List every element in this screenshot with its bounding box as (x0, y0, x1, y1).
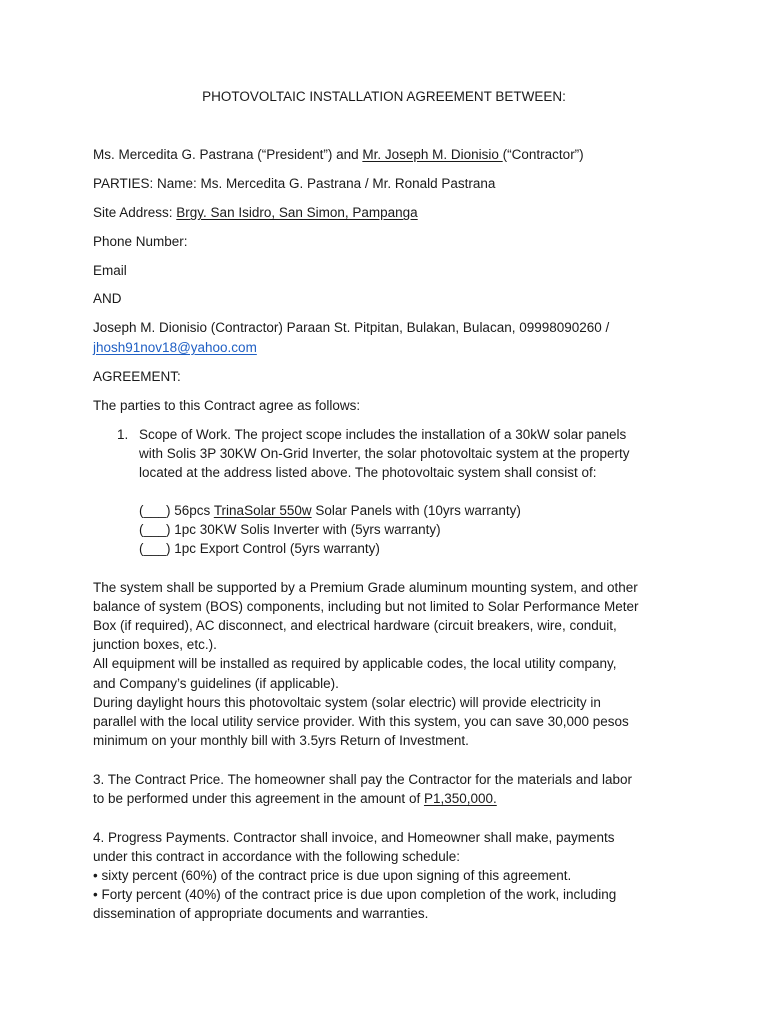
scope-line: Scope of Work. The project scope includes the installation of a 30kW solar panels (139, 427, 627, 442)
contract-amount: P1,350,000. (423, 791, 497, 806)
scope-number: 1. (117, 427, 129, 442)
body-line: balance of system (BOS) components, including but not limited to Solar Performance Meter (93, 599, 639, 614)
payments-line: under this contract in accordance with the following schedule: (93, 849, 460, 864)
scope-item-export-control: (___) 1pc Export Control (5yrs warranty) (139, 541, 380, 556)
email-label: Email (93, 263, 127, 278)
contractor-line: Joseph M. Dionisio (Contractor) Paraan St. Pitpitan, Bulakan, Bulacan, 09998090260 / (93, 320, 610, 335)
scope-line: located at the address listed above. The photovoltaic system shall consist of: (139, 465, 597, 480)
body-line: During daylight hours this photovoltaic system (solar electric) will provide electricity in (93, 695, 601, 710)
body-line: and Company’s guidelines (if applicable). (93, 676, 339, 691)
panel-model: TrinaSolar 550w (213, 503, 312, 518)
and-label: AND (93, 291, 122, 306)
price-text: to be performed under this agreement in the amount of (93, 791, 424, 806)
scope-item-text: (___) 56pcs (139, 503, 214, 518)
body-line: parallel with the local utility service provider. With this system, you can save 30,000 pesos (93, 714, 629, 729)
intro-part1: Ms. Mercedita G. Pastrana (“President”) and (93, 147, 363, 162)
contractor-email[interactable]: jhosh91nov18@yahoo.com (93, 340, 257, 355)
intro-part2: (“Contractor”) (502, 147, 584, 162)
site-address-value: Brgy. San Isidro, San Simon, Pampanga (176, 205, 418, 220)
site-address-label: Site Address: (93, 205, 177, 220)
body-line: minimum on your monthly bill with 3.5yrs Return of Investment. (93, 733, 469, 748)
body-line: The system shall be supported by a Premium Grade aluminum mounting system, and other (93, 580, 638, 595)
payments-bullet: • Forty percent (40%) of the contract price is due upon completion of the work, including (93, 887, 617, 902)
price-line: 3. The Contract Price. The homeowner shall pay the Contractor for the materials and labor (93, 772, 633, 787)
parties-line: PARTIES: Name: Ms. Mercedita G. Pastrana / Mr. Ronald Pastrana (93, 176, 496, 191)
payments-line: 4. Progress Payments. Contractor shall invoice, and Homeowner shall make, payments (93, 830, 615, 845)
body-line: All equipment will be installed as required by applicable codes, the local utility company, (93, 656, 617, 671)
payments-bullet: • sixty percent (60%) of the contract price is due upon signing of this agreement. (93, 868, 572, 883)
payments-line: dissemination of appropriate documents and warranties. (93, 906, 429, 921)
body-line: Box (if required), AC disconnect, and electrical hardware (circuit breakers, wire, conduit, (93, 618, 617, 633)
site-address-line (93, 203, 418, 222)
contractor-email-link[interactable] (93, 338, 257, 357)
agreement-label: AGREEMENT: (93, 369, 181, 384)
page-title: PHOTOVOLTAIC INSTALLATION AGREEMENT BETWEEN: (202, 89, 566, 104)
scope-line: with Solis 3P 30KW On-Grid Inverter, the solar photovoltaic system at the property (139, 446, 630, 461)
body-line: junction boxes, etc.). (93, 637, 217, 652)
scope-item-panels (139, 501, 521, 520)
parties-agree-line: The parties to this Contract agree as follows: (93, 398, 361, 413)
scope-item-text: Solar Panels with (10yrs warranty) (311, 503, 521, 518)
scope-item-inverter: (___) 1pc 30KW Solis Inverter with (5yrs warranty) (139, 522, 441, 537)
price-line (93, 789, 497, 808)
contractor-name: Mr. Joseph M. Dionisio (362, 147, 503, 162)
intro-line (93, 145, 584, 164)
phone-label: Phone Number: (93, 234, 188, 249)
